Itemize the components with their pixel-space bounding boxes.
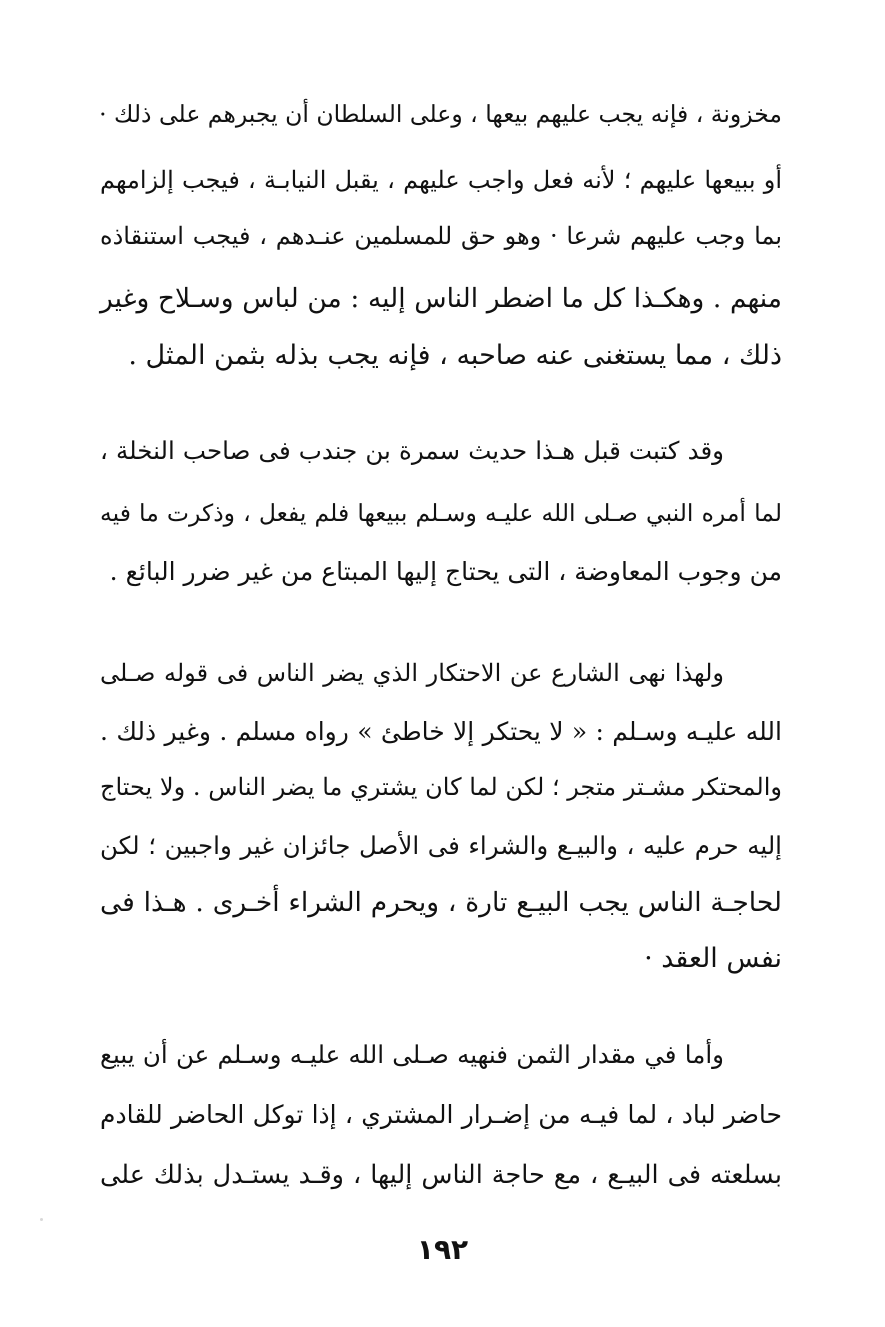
text-line: مخزونة ، فإنه يجب عليهم بيعها ، وعلى السلطان أن يجبرهم على ذلك · [99,100,782,128]
text-line: بسلعته فى البيـع ، مع حاجة الناس إليها ، وقـد يستـدل بذلك على [100,1160,782,1190]
text-line: إليه حرم عليه ، والبيـع والشراء فى الأصل جائزان غير واجبين ؛ لكن [100,831,782,860]
text-line: ولهذا نهى الشارع عن الاحتكار الذي يضر الناس فى قوله صـلى [100,659,725,687]
text-line: لما أمره النبي صـلى الله عليـه وسـلم ببيعها فلم يفعل ، وذكرت ما فيه [100,499,782,527]
text-line: حاضر لباد ، لما فيـه من إضـرار المشتري ، إذا توكل الحاضر للقادم [100,1100,782,1129]
text-line: نفس العقد · [644,943,782,974]
text-line: والمحتكر مشـتر متجر ؛ لكن لما كان يشتري ما يضر الناس . ولا يحتاج [100,773,782,801]
page-number: ١٩٢ [416,1233,469,1266]
text-line: بما وجب عليهم شرعا · وهو حق للمسلمين عنـدهم ، فيجب استنقاذه [100,222,782,250]
text-line: من وجوب المعاوضة ، التى يحتاج إليها المبتاع من غير ضرر البائع . [109,557,782,586]
text-line: منهم . وهكـذا كل ما اضطر الناس إليه : من لباس وسـلاح وغير [100,283,782,314]
text-line: وأما في مقدار الثمن فنهيه صـلى الله عليـه وسـلم عن أن يبيع [100,1040,724,1069]
text-line: الله عليـه وسـلم : « لا يحتكر إلا خاطئ » رواه مسلم . وغير ذلك . [100,717,782,746]
text-line: أو ببيعها عليهم ؛ لأنه فعل واجب عليهم ، يقبل النيابـة ، فيجب إلزامهم [100,166,782,194]
scan-artifact [40,1218,43,1221]
text-line: وقد كتبت قبل هـذا حديث سمرة بن جندب فى صاحب النخلة ، [100,436,724,465]
text-line: ذلك ، مما يستغنى عنه صاحبه ، فإنه يجب بذله بثمن المثل . [128,340,782,371]
text-line: لحاجـة الناس يجب البيـع تارة ، ويحرم الشراء أخـرى . هـذا فى [100,887,782,918]
